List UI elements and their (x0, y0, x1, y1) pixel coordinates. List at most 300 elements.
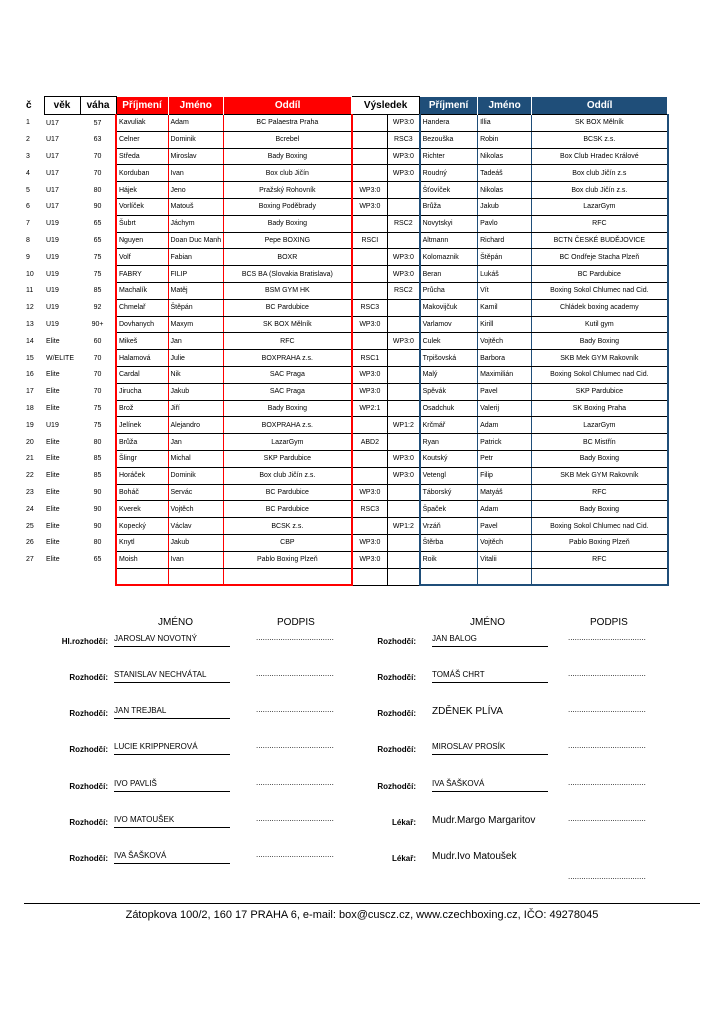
red-club-cell (224, 568, 352, 585)
header-red-name: Jméno (168, 97, 224, 115)
table-row (24, 299, 668, 316)
signature-line: ................................... (568, 778, 646, 787)
red-surname-cell: Celner (116, 131, 168, 148)
official-role-label: Rozhodčí: (69, 782, 108, 791)
weight-class-cell: 70 (93, 388, 102, 396)
result-red-cell (352, 148, 388, 165)
result-blue-cell (388, 299, 420, 316)
red-club-cell: SKP Pardubice (224, 450, 352, 467)
weight-class-cell: 70 (93, 169, 102, 177)
blue-club-cell: Boxing Sokol Chlumec nad Cid. (532, 282, 668, 299)
result-blue-cell (388, 484, 420, 501)
blue-name-cell: Patrick (478, 434, 532, 451)
official-name: Mudr.Margo Margaritov (432, 815, 536, 826)
blue-surname-cell: Culek (420, 333, 478, 350)
red-surname-cell: Knytl (116, 534, 168, 551)
red-surname-cell: Korduban (116, 165, 168, 182)
blue-surname-cell: Kolomaznik (420, 249, 478, 266)
result-red-cell: ABD2 (352, 434, 388, 451)
red-club-cell: Bcrebel (224, 131, 352, 148)
result-blue-cell: WP3:0 (388, 266, 420, 283)
result-red-cell: RSC3 (352, 501, 388, 518)
blue-club-cell: SK Boxing Praha (532, 400, 668, 417)
red-name-cell: Štěpán (168, 299, 224, 316)
red-club-cell: BC Pardubice (224, 501, 352, 518)
result-blue-cell (388, 350, 420, 367)
result-blue-cell: WP3:0 (388, 450, 420, 467)
blue-surname-cell: Ryan (420, 434, 478, 451)
red-club-cell: Pražský Rohovník (224, 182, 352, 199)
table-row (24, 316, 668, 333)
blue-surname-cell: Beran (420, 266, 478, 283)
blue-name-cell: Barbora (478, 350, 532, 367)
official-name: IVO PAVLIŠ (114, 779, 230, 792)
red-surname-cell: Mikeš (116, 333, 168, 350)
officials-signature-header-right: PODPIS (590, 617, 628, 628)
blue-name-cell: Illia (478, 115, 532, 132)
blue-name-cell: Lukáš (478, 266, 532, 283)
blue-name-cell: Petr (478, 450, 532, 467)
official-name: IVA ŠAŠKOVÁ (432, 779, 548, 792)
official-role-label: Rozhodčí: (377, 782, 416, 791)
table-row (24, 282, 668, 299)
official-name: ZDĚNEK PLÍVA (432, 706, 503, 717)
red-club-cell: Bady Boxing (224, 400, 352, 417)
weight-class-cell: 75 (93, 270, 102, 278)
weight-class-cell: 90 (93, 488, 102, 496)
result-blue-cell: WP3:0 (388, 165, 420, 182)
red-surname-cell: Kverek (116, 501, 168, 518)
result-red-cell (352, 131, 388, 148)
bout-number-cell: 1 (26, 119, 30, 127)
red-club-cell: SAC Praga (224, 383, 352, 400)
age-category-cell: Elite (46, 438, 60, 446)
table-row (24, 215, 668, 232)
blue-name-cell: Nikolas (478, 148, 532, 165)
bout-number-cell: 18 (26, 404, 34, 412)
age-category-cell: U19 (46, 253, 59, 261)
table-row (24, 568, 668, 585)
red-club-cell: BCSK z.s. (224, 518, 352, 535)
signature-line: ................................... (256, 669, 334, 678)
red-club-cell: BC Pardubice (224, 299, 352, 316)
result-blue-cell (388, 400, 420, 417)
red-name-cell: Jan (168, 333, 224, 350)
bout-number-cell: 4 (26, 169, 30, 177)
bout-number-cell: 12 (26, 304, 34, 312)
red-name-cell: Alejandro (168, 417, 224, 434)
red-surname-cell: Moish (116, 551, 168, 568)
blue-club-cell: LazarGym (532, 417, 668, 434)
weight-class-cell: 75 (93, 404, 102, 412)
blue-surname-cell: Koutský (420, 450, 478, 467)
result-red-cell (352, 249, 388, 266)
red-name-cell: Michal (168, 450, 224, 467)
bout-results-table (24, 96, 669, 586)
official-role-label: Hl.rozhodčí: (61, 637, 108, 646)
officials-name-header-right: JMÉNO (470, 617, 505, 628)
official-role-label: Rozhodčí: (377, 745, 416, 754)
red-surname-cell: Jirucha (116, 383, 168, 400)
result-blue-cell: WP3:0 (388, 115, 420, 132)
red-name-cell: Jiří (168, 400, 224, 417)
blue-club-cell: RFC (532, 484, 668, 501)
red-name-cell: Maxym (168, 316, 224, 333)
blue-surname-cell: Vetengl (420, 467, 478, 484)
blue-surname-cell: Šťovíček (420, 182, 478, 199)
red-surname-cell: Šubrt (116, 215, 168, 232)
red-club-cell: BCS BA (Slovakia Bratislava) (224, 266, 352, 283)
blue-name-cell: Pavlo (478, 215, 532, 232)
age-category-cell: Elite (46, 556, 60, 564)
result-blue-cell: WP3:0 (388, 333, 420, 350)
red-club-cell: CBP (224, 534, 352, 551)
table-row (24, 534, 668, 551)
red-club-cell: RFC (224, 333, 352, 350)
red-surname-cell: Brůža (116, 434, 168, 451)
result-red-cell: WP3:0 (352, 383, 388, 400)
red-surname-cell: Boháč (116, 484, 168, 501)
official-role-label: Rozhodčí: (69, 818, 108, 827)
age-category-cell: Elite (46, 404, 60, 412)
bout-number-cell: 15 (26, 354, 34, 362)
red-surname-cell: Kavuliak (116, 115, 168, 132)
table-row (24, 333, 668, 350)
blue-name-cell: Nikolas (478, 182, 532, 199)
result-blue-cell (388, 198, 420, 215)
blue-name-cell: Adam (478, 417, 532, 434)
blue-name-cell: Adam (478, 501, 532, 518)
bout-number-cell: 26 (26, 539, 34, 547)
blue-club-cell: RFC (532, 551, 668, 568)
table-row (24, 400, 668, 417)
signature-line: ................................... (568, 633, 646, 642)
weight-class-cell: 90 (93, 203, 102, 211)
age-category-cell: U19 (46, 304, 59, 312)
weight-class-cell: 90 (93, 505, 102, 513)
red-club-cell: BC Pardubice (224, 484, 352, 501)
header-no: č (26, 100, 32, 111)
blue-surname-cell: Trpišovská (420, 350, 478, 367)
official-name: JAN TREJBAL (114, 706, 230, 719)
signature-line: ................................... (256, 633, 334, 642)
result-red-cell: WP3:0 (352, 316, 388, 333)
result-red-cell: WP3:0 (352, 198, 388, 215)
weight-class-cell: 80 (93, 539, 102, 547)
official-role-label: Lékař: (391, 818, 416, 827)
age-category-cell: U17 (46, 169, 59, 177)
red-surname-cell: Hájek (116, 182, 168, 199)
blue-name-cell (478, 568, 532, 585)
red-surname-cell: Kopecký (116, 518, 168, 535)
bout-number-cell: 13 (26, 320, 34, 328)
weight-class-cell: 65 (93, 220, 102, 228)
result-red-cell: WP3:0 (352, 366, 388, 383)
red-name-cell: Vojtěch (168, 501, 224, 518)
red-surname-cell: Halamová (116, 350, 168, 367)
signature-line: ................................... (256, 814, 334, 823)
weight-class-cell: 90+ (91, 320, 104, 328)
weight-class-cell: 70 (93, 354, 102, 362)
red-name-cell: Dominik (168, 131, 224, 148)
table-body (24, 115, 668, 586)
blue-club-cell: Box Club Hradec Králové (532, 148, 668, 165)
blue-surname-cell: Roik (420, 551, 478, 568)
table-row (24, 518, 668, 535)
result-blue-cell (388, 434, 420, 451)
bout-number-cell: 16 (26, 371, 34, 379)
blue-surname-cell: Brůža (420, 198, 478, 215)
red-name-cell (168, 568, 224, 585)
result-blue-cell (388, 232, 420, 249)
result-red-cell: WP3:0 (352, 534, 388, 551)
blue-club-cell: Kutil gym (532, 316, 668, 333)
signature-line: ................................... (256, 741, 334, 750)
red-club-cell: Box club Jičín (224, 165, 352, 182)
blue-club-cell: SK BOX Mělník (532, 115, 668, 132)
header-blue-name: Jméno (478, 97, 532, 115)
table-row (24, 366, 668, 383)
table-row (24, 148, 668, 165)
bout-number-cell: 2 (26, 136, 30, 144)
header-blue-surname: Příjmení (420, 97, 478, 115)
bout-number-cell: 14 (26, 337, 34, 345)
signature-line: ................................... (256, 778, 334, 787)
age-category-cell: U17 (46, 152, 59, 160)
red-name-cell: Servác (168, 484, 224, 501)
red-name-cell: Doan Duc Manh (168, 232, 224, 249)
result-blue-cell: WP3:0 (388, 249, 420, 266)
blue-name-cell: Filip (478, 467, 532, 484)
weight-class-cell: 85 (93, 472, 102, 480)
bout-number-cell: 19 (26, 421, 34, 429)
bout-number-cell: 5 (26, 186, 30, 194)
bout-number-cell: 6 (26, 203, 30, 211)
blue-surname-cell: Novytskyi (420, 215, 478, 232)
result-red-cell: WP3:0 (352, 182, 388, 199)
red-club-cell: BOXPRAHA z.s. (224, 417, 352, 434)
red-name-cell: Jakub (168, 383, 224, 400)
age-category-cell: Elite (46, 488, 60, 496)
blue-surname-cell: Makovijčuk (420, 299, 478, 316)
signature-line: ................................... (568, 705, 646, 714)
blue-club-cell: Box club Jičín z.s. (532, 182, 668, 199)
signature-line: ................................... (568, 872, 646, 881)
red-surname-cell: Horáček (116, 467, 168, 484)
result-blue-cell: WP3:0 (388, 467, 420, 484)
red-name-cell: FILIP (168, 266, 224, 283)
red-name-cell: Matouš (168, 198, 224, 215)
red-name-cell: Ivan (168, 165, 224, 182)
age-category-cell: U19 (46, 421, 59, 429)
table-row (24, 165, 668, 182)
red-name-cell: Matěj (168, 282, 224, 299)
result-blue-cell: RSC3 (388, 131, 420, 148)
age-category-cell: Elite (46, 522, 60, 530)
official-role-label: Rozhodčí: (69, 709, 108, 718)
blue-surname-cell: Malý (420, 366, 478, 383)
weight-class-cell: 57 (93, 119, 102, 127)
blue-name-cell: Matyáš (478, 484, 532, 501)
red-name-cell: Dominik (168, 467, 224, 484)
weight-class-cell: 63 (93, 136, 102, 144)
official-name: JAN BALOG (432, 634, 548, 647)
result-red-cell (352, 450, 388, 467)
table-row (24, 417, 668, 434)
weight-class-cell: 70 (93, 152, 102, 160)
signature-line: ................................... (256, 705, 334, 714)
red-club-cell: BC Palaestra Praha (224, 115, 352, 132)
blue-name-cell: Vojtěch (478, 534, 532, 551)
result-red-cell (352, 165, 388, 182)
blue-name-cell: Jakub (478, 198, 532, 215)
red-surname-cell: Brož (116, 400, 168, 417)
weight-class-cell: 65 (93, 236, 102, 244)
red-name-cell: Václav (168, 518, 224, 535)
red-surname-cell: Vorlíček (116, 198, 168, 215)
result-blue-cell (388, 501, 420, 518)
blue-name-cell: Vojtěch (478, 333, 532, 350)
result-blue-cell (388, 383, 420, 400)
red-name-cell: Jeno (168, 182, 224, 199)
official-name: LUCIE KRIPPNEROVÁ (114, 742, 230, 755)
red-surname-cell: Chmelař (116, 299, 168, 316)
age-category-cell: W/ELITE (46, 354, 75, 362)
result-blue-cell: WP3:0 (388, 148, 420, 165)
red-club-cell: Box club Jičín z.s. (224, 467, 352, 484)
official-role-label: Rozhodčí: (377, 673, 416, 682)
blue-club-cell: BC Ondřeje Stacha Plzeň (532, 249, 668, 266)
red-club-cell: SK BOX Mělník (224, 316, 352, 333)
table-row (24, 350, 668, 367)
result-red-cell: RSC3 (352, 299, 388, 316)
result-blue-cell (388, 534, 420, 551)
bout-number-cell: 21 (26, 455, 34, 463)
blue-name-cell: Vitalii (478, 551, 532, 568)
table-row (24, 467, 668, 484)
official-name: TOMÁŠ CHRT (432, 670, 548, 683)
blue-name-cell: Maximilián (478, 366, 532, 383)
age-category-cell: Elite (46, 455, 60, 463)
result-red-cell: RSC1 (352, 350, 388, 367)
blue-club-cell: Boxing Sokol Chlumec nad Cid. (532, 366, 668, 383)
official-role-label: Rozhodčí: (69, 854, 108, 863)
blue-club-cell: Chládek boxing academy (532, 299, 668, 316)
weight-class-cell: 92 (93, 304, 102, 312)
blue-surname-cell: Osadchuk (420, 400, 478, 417)
bout-number-cell: 7 (26, 220, 30, 228)
result-blue-cell (388, 366, 420, 383)
age-category-cell: U19 (46, 287, 59, 295)
official-role-label: Rozhodčí: (69, 673, 108, 682)
red-surname-cell: FABRY (116, 266, 168, 283)
red-club-cell: Boxing Poděbrady (224, 198, 352, 215)
blue-surname-cell: Špaček (420, 501, 478, 518)
blue-name-cell: Richard (478, 232, 532, 249)
table-row (24, 198, 668, 215)
table-row (24, 182, 668, 199)
result-red-cell (352, 467, 388, 484)
blue-club-cell: RFC (532, 215, 668, 232)
blue-name-cell: Robin (478, 131, 532, 148)
result-red-cell (352, 333, 388, 350)
official-role-label: Rozhodčí: (69, 745, 108, 754)
blue-surname-cell: Krčmář (420, 417, 478, 434)
footer-address: Zátopkova 100/2, 160 17 PRAHA 6, e-mail: box@cuscz.cz, www.czechboxing.cz, IČO: 49278045 (125, 909, 599, 921)
red-club-cell: Pepe BOXING (224, 232, 352, 249)
blue-name-cell: Kamil (478, 299, 532, 316)
bout-number-cell: 8 (26, 236, 30, 244)
bout-number-cell: 24 (26, 505, 34, 513)
official-role-label: Rozhodčí: (377, 637, 416, 646)
result-red-cell (352, 417, 388, 434)
red-name-cell: Julie (168, 350, 224, 367)
result-red-cell: RSCI (352, 232, 388, 249)
bout-number-cell: 22 (26, 472, 34, 480)
result-blue-cell (388, 316, 420, 333)
blue-surname-cell: Vrzáň (420, 518, 478, 535)
weight-class-cell: 70 (93, 371, 102, 379)
blue-surname-cell: Průcha (420, 282, 478, 299)
official-name: IVO MATOUŠEK (114, 815, 230, 828)
weight-class-cell: 80 (93, 438, 102, 446)
blue-surname-cell: Richter (420, 148, 478, 165)
result-red-cell (352, 518, 388, 535)
red-surname-cell: Machalík (116, 282, 168, 299)
bout-number-cell: 3 (26, 152, 30, 160)
blue-surname-cell: Handera (420, 115, 478, 132)
blue-club-cell: Bady Boxing (532, 501, 668, 518)
blue-name-cell: Štěpán (478, 249, 532, 266)
bout-number-cell: 9 (26, 253, 30, 261)
red-surname-cell: Nguyen (116, 232, 168, 249)
age-category-cell: Elite (46, 388, 60, 396)
header-red-surname: Příjmení (116, 97, 168, 115)
weight-class-cell: 60 (93, 337, 102, 345)
blue-club-cell: Bady Boxing (532, 333, 668, 350)
table-row (24, 249, 668, 266)
weight-class-cell (80, 568, 116, 585)
age-category-cell: Elite (46, 505, 60, 513)
bout-number-cell: 20 (26, 438, 34, 446)
red-surname-cell: Jelínek (116, 417, 168, 434)
bout-number-cell: 11 (26, 287, 34, 295)
blue-surname-cell (420, 568, 478, 585)
bout-number-cell: 10 (26, 270, 34, 278)
signature-line: ................................... (568, 814, 646, 823)
blue-name-cell: Pavel (478, 383, 532, 400)
officials-name-header-left: JMÉNO (158, 617, 193, 628)
table-row (24, 232, 668, 249)
red-name-cell: Jan (168, 434, 224, 451)
bout-number-cell (24, 568, 44, 585)
age-category-cell: Elite (46, 539, 60, 547)
result-red-cell (352, 215, 388, 232)
blue-club-cell (532, 568, 668, 585)
header-blue-club: Oddíl (532, 97, 668, 115)
blue-surname-cell: Bezouška (420, 131, 478, 148)
result-blue-cell: WP1:2 (388, 518, 420, 535)
result-blue-cell: RSC2 (388, 282, 420, 299)
signature-line: ................................... (256, 850, 334, 859)
blue-club-cell: SKB Mek GYM Rakovník (532, 350, 668, 367)
red-club-cell: SAC Praga (224, 366, 352, 383)
age-category-cell: U17 (46, 119, 59, 127)
header-result: Výsledek (352, 97, 420, 115)
result-red-cell (352, 568, 388, 585)
header-weight: váha (80, 97, 116, 115)
red-surname-cell (116, 568, 168, 585)
